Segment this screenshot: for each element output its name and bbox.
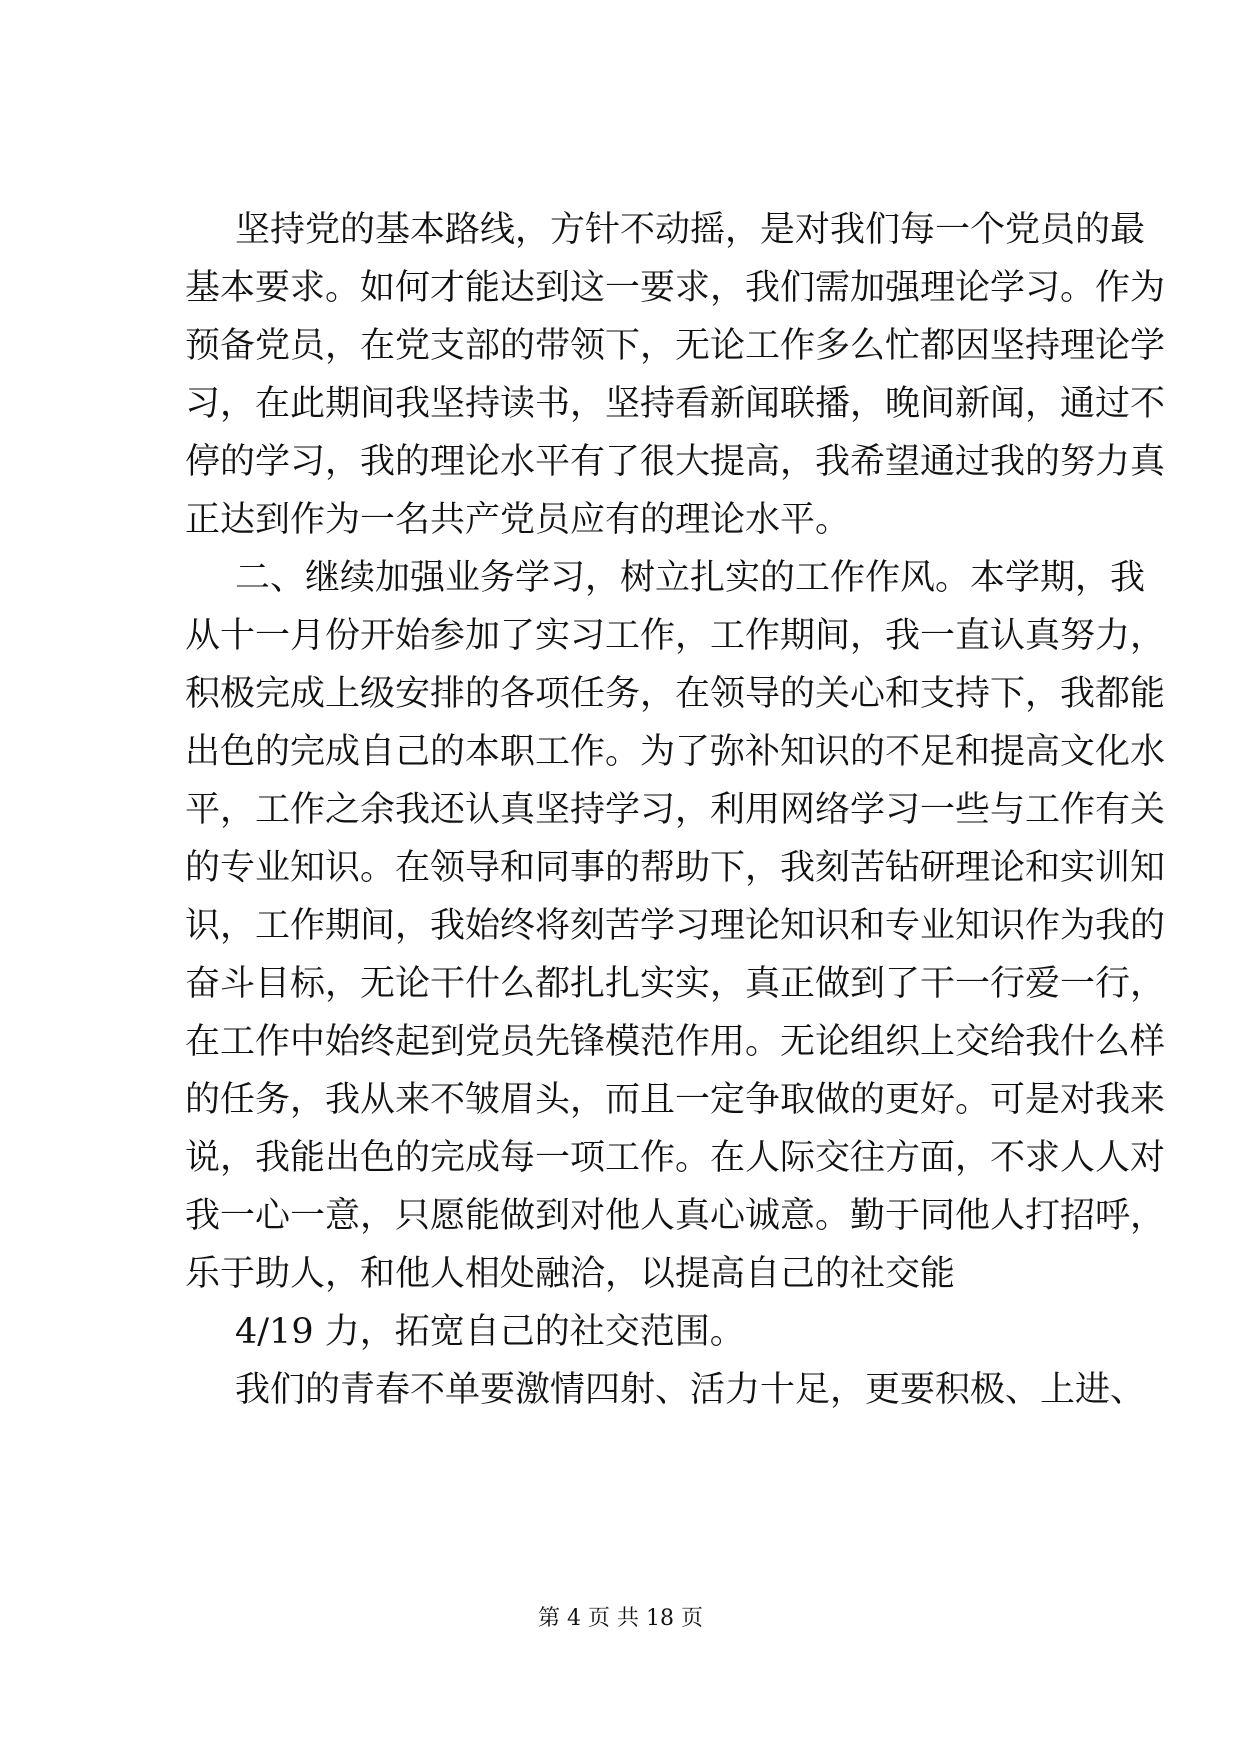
- paragraph-4-line-1: 我们的青春不单要激情四射、活力十足，更要积极、上进、: [235, 1370, 1146, 1410]
- paragraph-3-line-1: 4/19 力，拓宽自己的社交范围。: [235, 1312, 745, 1352]
- paragraph-2-line-10: 的任务，我从来不皱眉头，而且一定争取做的更好。可是对我来: [185, 1080, 1166, 1120]
- paragraph-1-line-5: 停的学习，我的理论水平有了很大提高，我希望通过我的努力真: [185, 442, 1166, 482]
- paragraph-2-line-3: 积极完成上级安排的各项任务，在领导的关心和支持下，我都能: [185, 674, 1166, 714]
- paragraph-2-line-7: 识，工作期间，我始终将刻苦学习理论知识和专业知识作为我的: [185, 906, 1166, 946]
- paragraph-2-line-2: 从十一月份开始参加了实习工作，工作期间，我一直认真努力，: [185, 616, 1166, 656]
- paragraph-2-line-12: 我一心一意，只愿能做到对他人真心诚意。勤于同他人打招呼，: [185, 1196, 1166, 1236]
- paragraph-2-line-9: 在工作中始终起到党员先锋模范作用。无论组织上交给我什么样: [185, 1022, 1166, 1062]
- paragraph-2-line-13: 乐于助人，和他人相处融洽，以提高自己的社交能: [185, 1254, 956, 1294]
- paragraph-2-line-5: 平，工作之余我还认真坚持学习，利用网络学习一些与工作有关: [185, 790, 1166, 830]
- paragraph-1-line-3: 预备党员，在党支部的带领下，无论工作多么忙都因坚持理论学: [185, 326, 1166, 366]
- paragraph-1-line-6: 正达到作为一名共产党员应有的理论水平。: [185, 500, 851, 540]
- paragraph-2-line-4: 出色的完成自己的本职工作。为了弥补知识的不足和提高文化水: [185, 732, 1166, 772]
- paragraph-2-line-11: 说，我能出色的完成每一项工作。在人际交往方面，不求人人对: [185, 1138, 1166, 1178]
- paragraph-2-line-6: 的专业知识。在领导和同事的帮助下，我刻苦钻研理论和实训知: [185, 848, 1166, 888]
- paragraph-1-line-4: 习，在此期间我坚持读书，坚持看新闻联播，晚间新闻，通过不: [185, 384, 1166, 424]
- paragraph-2-line-8: 奋斗目标，无论干什么都扎扎实实，真正做到了干一行爱一行，: [185, 964, 1166, 1004]
- paragraph-1-line-2: 基本要求。如何才能达到这一要求，我们需加强理论学习。作为: [185, 268, 1166, 308]
- paragraph-1-line-1: 坚持党的基本路线，方针不动摇，是对我们每一个党员的最: [235, 210, 1146, 250]
- page-number-footer: 第 4 页 共 18 页: [538, 1606, 703, 1631]
- paragraph-2-line-1: 二、继续加强业务学习，树立扎实的工作作风。本学期，我: [235, 558, 1146, 598]
